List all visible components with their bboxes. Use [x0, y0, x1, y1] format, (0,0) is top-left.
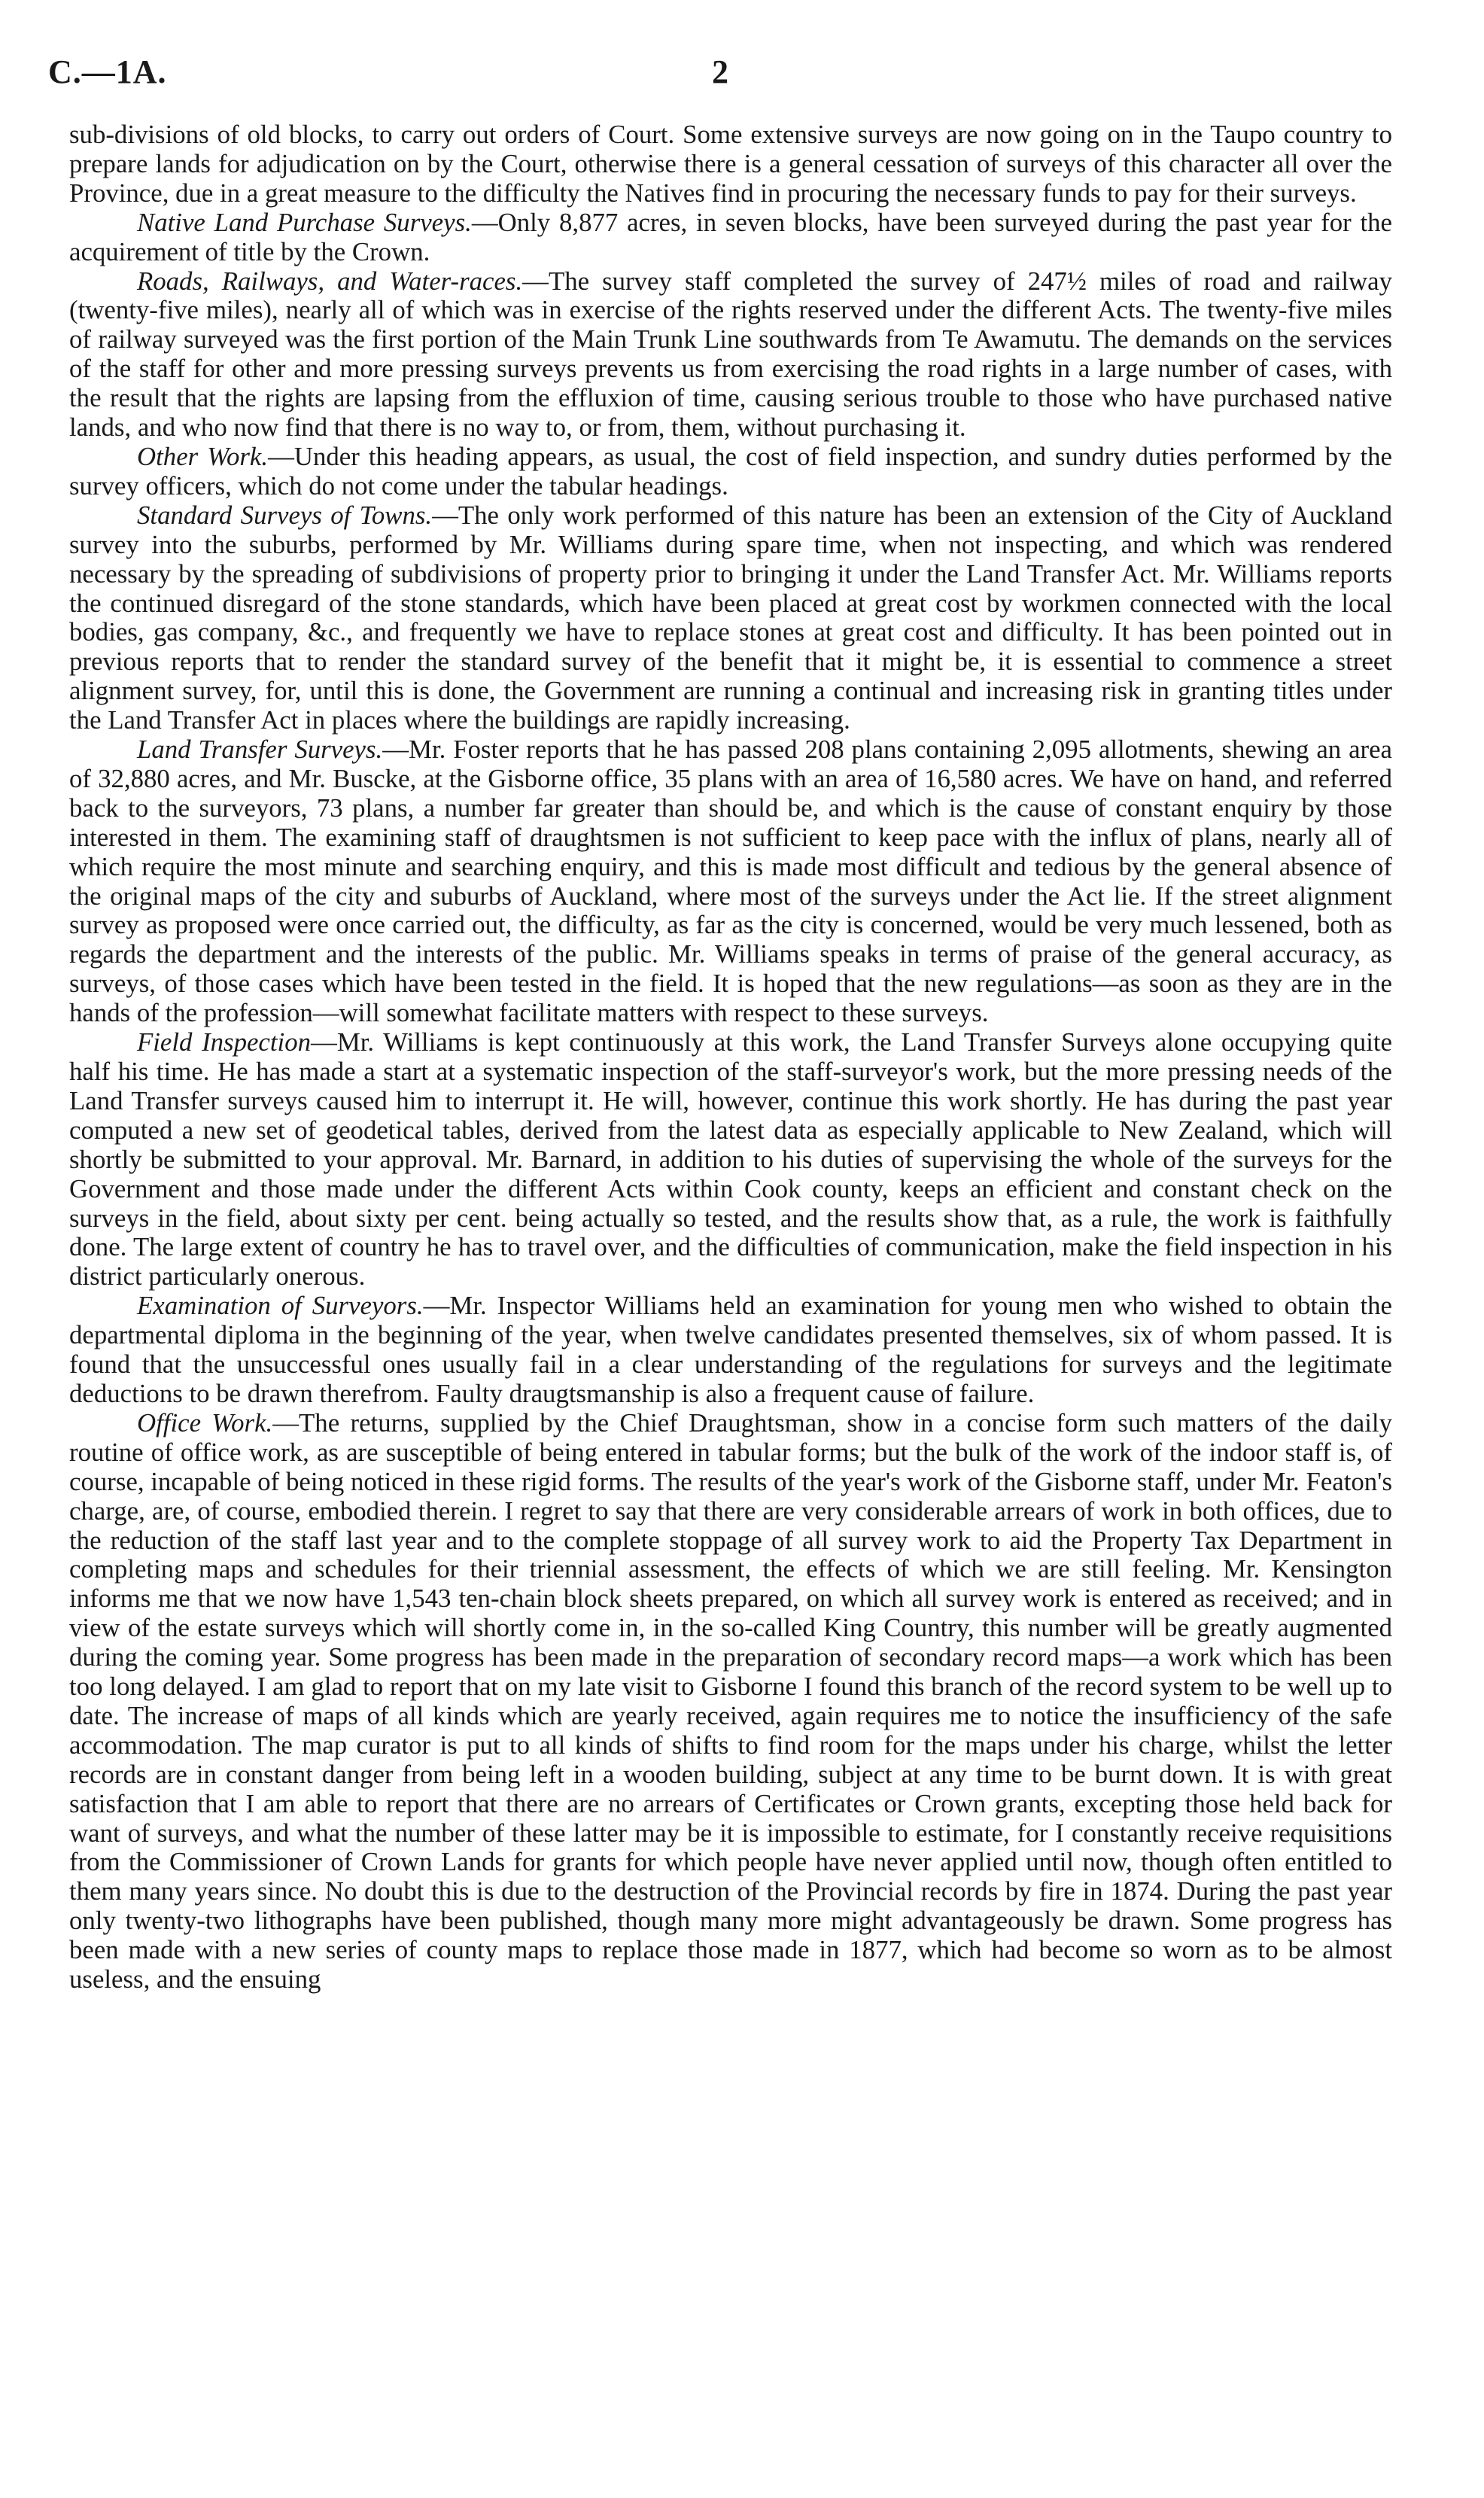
page-number: 2	[712, 53, 728, 90]
paragraph-land-transfer	[69, 735, 1392, 1028]
paragraph-continuation	[69, 120, 1392, 208]
paragraph-text: —The returns, supplied by the Chief Draughtsman, show in a concise form such matters of the daily routine of office work, as are susceptible of being entered in tabular forms; but the bulk of the work of the indoor staff is, of course, incapable of being noticed in these rigid forms. The results of the year's work of the Gisborne staff, under Mr. Featon's charge, are, of course, embodied therein. I regret to say that there are very considerable arrears of work in both offices, due to the reduction of the staff last year and to the complete stoppage of all survey work to aid the Property Tax Department in completing maps and schedules for their triennial assessment, the effects of which we are still feeling. Mr. Kensington informs me that we now have 1,543 ten-chain block sheets prepared, on which all survey work is entered as received; and in view of the estate surveys which will shortly come in, in the so-called King Country, this number will be greatly augmented during the coming year. Some progress has been made in the preparation of secondary record maps—a work which has been too long delayed. I am glad to report that on my late visit to Gisborne I found this branch of the record system to be well up to date. The increase of maps of all kinds which are yearly received, again requires me to notice the insufficiency of the safe accommodation. The map curator is put to all kinds of shifts to find room for the maps under his charge, whilst the letter records are in constant danger from being left in a wooden building, subject at any time to be burnt down. It is with great satisfaction that I am able to report that there are no arrears of Certificates or Crown grants, excepting those held back for want of surveys, and what the number of these latter may be it is impossible to estimate, for I constantly receive requisitions from the Commissioner of Crown Lands for grants for which people have never applied until now, though often entitled to them many years since. No doubt this is due to the destruction of the Provincial records by fire in 1874. During the past year only twenty-two lithographs have been published, though many more might advantageously be drawn. Some progress has been made with a new series of county maps to replace those made in 1877, which had become so worn as to be almost useless, and the ensuing	[69, 1407, 1392, 1994]
paragraph-text: —Only 8,877 acres, in seven blocks, have been surveyed during the past year for the acquirement of title by the Crown.	[69, 207, 1392, 266]
paragraph-heading: Other Work.	[137, 441, 269, 471]
paragraph-other-work	[69, 443, 1392, 501]
paragraph-roads-railways	[69, 267, 1392, 443]
paragraph-heading: Examination of Surveyors.	[137, 1291, 424, 1321]
paragraph-heading: Land Transfer Surveys.	[137, 735, 383, 765]
paragraph-heading: Native Land Purchase Surveys.	[137, 207, 472, 237]
paragraph-text: —The only work performed of this nature has been an extension of the City of Auckland survey into the suburbs, performed by Mr. Williams during spare time, when not inspecting, and which was rendered necessary by the spreading of subdivisions of property prior to bringing it under the Land Transfer Act. Mr. Williams reports the continued disregard of the stone standards, which have been placed at great cost by workmen connected with the local bodies, gas company, &c., and frequently we have to replace stones at great cost and difficulty. It has been pointed out in previous reports that to render the standard survey of the benefit that it might be, it is essential to commence a street alignment survey, for, until this is done, the Government are running a continual and increasing risk in granting titles under the Land Transfer Act in places where the buildings are rapidly increasing.	[69, 500, 1393, 735]
paragraph-examination	[69, 1292, 1392, 1409]
paragraph-heading: Field Inspection	[137, 1027, 312, 1057]
paragraph-heading: Office Work.	[137, 1407, 273, 1438]
paragraph-standard-surveys	[69, 501, 1392, 735]
paragraph-field-inspection	[69, 1028, 1392, 1292]
paragraph-text: —Mr. Inspector Williams held an examination for young men who wished to obtain the departmental diploma in the beginning of the year, when twelve candidates presented themselves, six of whom passed. It is found that the unsuccessful ones usually fail in a clear understanding of the regulations for surveys and the legitimate deductions to be drawn therefrom. Faulty draugtsmanship is also a frequent cause of failure.	[69, 1291, 1392, 1408]
paragraph-heading: Roads, Railways, and Water-races.	[137, 266, 523, 296]
paragraph-text: —The survey staff completed the survey of 247½ miles of road and railway (twenty-five miles), nearly all of which was in exercise of the rights reserved under the different Acts. The twenty-five miles of railway surveyed was the first portion of the Main Trunk Line southwards from Te Awamutu. The demands on the services of the staff for other and more pressing surveys prevents us from exercising the road rights in a large number of cases, with the result that the rights are lapsing from the effluxion of time, causing serious trouble to those who have purchased native lands, and who now find that there is no way to, or from, them, without purchasing it.	[69, 266, 1392, 443]
paragraph-text: sub-divisions of old blocks, to carry out orders of Court. Some extensive surveys are now going on in the Taupo country to prepare lands for adjudication on by the Court, otherwise there is a general cessation of surveys of this character all over the Province, due in a great measure to the difficulty the Natives find in procuring the necessary funds to pay for their surveys.	[69, 120, 1392, 208]
paragraph-text: —Mr. Foster reports that he has passed 208 plans containing 2,095 allotments, shewing an area of 32,880 acres, and Mr. Buscke, at the Gisborne office, 35 plans with an area of 16,580 acres. We have on hand, and referred back to the surveyors, 73 plans, a number far greater than should be, and which is the cause of constant enquiry by those interested in them. The examining staff of draughtsmen is not sufficient to keep pace with the influx of plans, nearly all of which require the most minute and searching enquiry, and this is made most difficult and tedious by the general absence of the original maps of the city and suburbs of Auckland, where most of the surveys under the Act lie. If the street alignment survey as proposed were once carried out, the difficulty, as far as the city is concerned, would be very much lessened, both as regards the department and the interests of the public. Mr. Williams speaks in terms of praise of the general accuracy, as surveys, of those cases which have been tested in the field. It is hoped that the new regulations—as soon as they are in the hands of the profession—will somewhat facilitate matters with respect to these surveys.	[69, 735, 1392, 1028]
paragraph-office-work	[69, 1409, 1392, 1994]
page-header	[48, 53, 1395, 105]
paragraph-text: —Mr. Williams is kept continuously at this work, the Land Transfer Surveys alone occupying quite half his time. He has made a start at a systematic inspection of the staff-surveyor's work, but the more pressing needs of the Land Transfer surveys caused him to interrupt it. He will, however, continue this work shortly. He has during the past year computed a new set of geodetical tables, derived from the latest data as especially applicable to New Zealand, which will shortly be submitted to your approval. Mr. Barnard, in addition to his duties of supervising the whole of the surveys for the Government and those made under the different Acts within Cook county, keeps an efficient and constant check on the surveys in the field, about sixty per cent. being actually so tested, and the results show that, as a rule, the work is faithfully done. The large extent of country he has to travel over, and the difficulties of communication, make the field inspection in his district particularly onerous.	[69, 1027, 1392, 1292]
paragraph-heading: Standard Surveys of Towns.	[137, 500, 433, 530]
body-text	[69, 120, 1392, 1994]
paragraph-text: —Under this heading appears, as usual, the cost of field inspection, and sundry duties performed by the survey officers, which do not come under the tabular headings.	[69, 441, 1392, 501]
paragraph-native-land-purchase	[69, 208, 1392, 267]
document-reference: C.—1A.	[48, 53, 167, 90]
